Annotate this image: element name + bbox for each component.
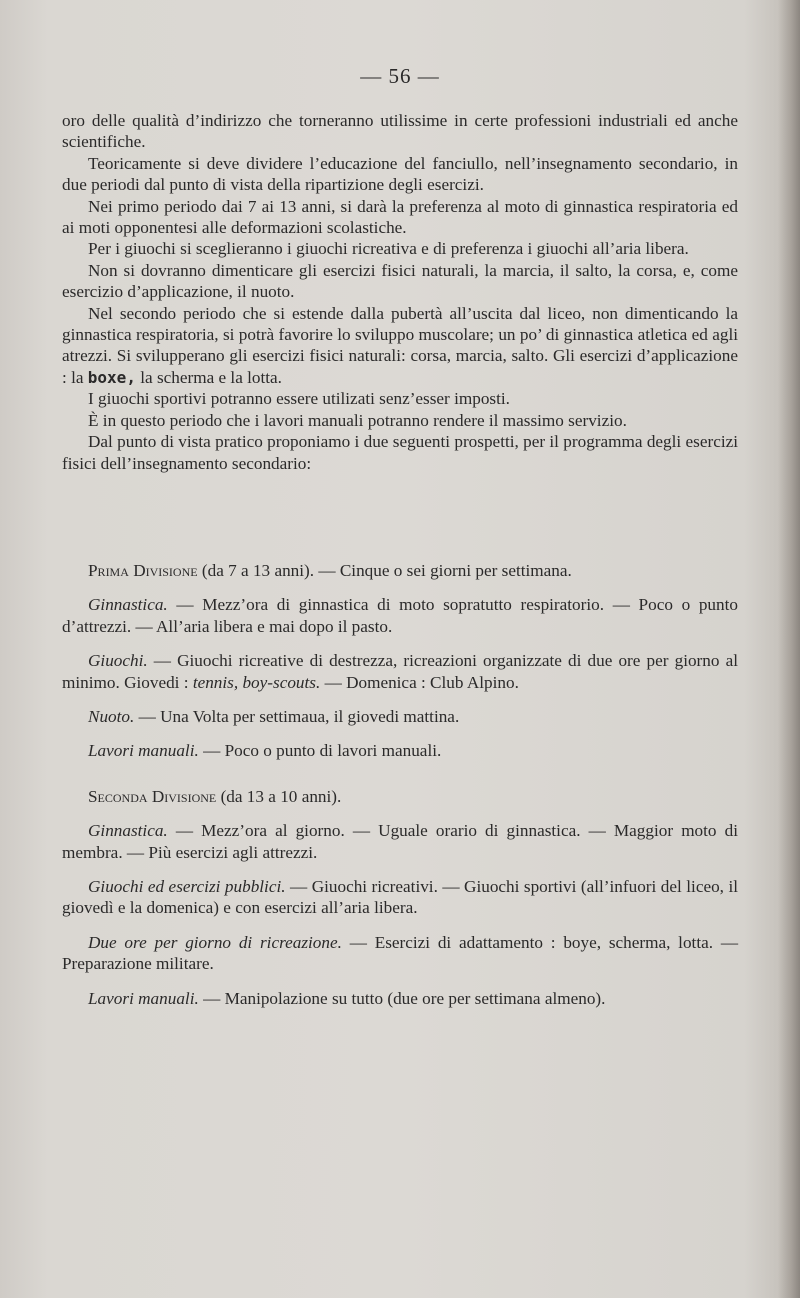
program-item xyxy=(62,820,738,863)
program-item xyxy=(62,650,738,693)
item-label: Lavori manuali. xyxy=(88,741,199,761)
paragraph xyxy=(62,303,738,389)
item-italic: tennis, boy-scouts. xyxy=(192,672,321,692)
item-text: — Manipolazione su tutto (due ore per settimana almeno). xyxy=(198,988,606,1008)
item-text: — Poco o punto di lavori manuali. xyxy=(198,741,442,761)
division-subtitle: (da 7 a 13 anni). — Cinque o sei giorni per settimana. xyxy=(197,561,572,580)
program-item xyxy=(62,932,738,975)
paragraph: Dal punto di vista pratico proponiamo i due seguenti prospetti, per il programma degli esercizi fisici dell’insegnamento secondario: xyxy=(62,432,738,473)
program-item xyxy=(62,740,738,761)
item-text: — Esercizi di adattamento : boye, scherma, lotta. — Preparazione militare. xyxy=(62,932,739,974)
division-subtitle: (da 13 a 10 anni). xyxy=(216,786,342,806)
item-text: — Una Volta per settimaua, il giovedi mattina. xyxy=(134,707,460,727)
paragraph: Per i giuochi si sceglieranno i giuochi ricreativa e di preferenza i giuochi all’aria libera. xyxy=(88,239,689,259)
page-edge-shadow xyxy=(778,0,800,1298)
item-text: — Giuochi ricreative di destrezza, ricreazioni organizzate di due ore per giorno al minimo. Giovedi : xyxy=(62,651,738,692)
item-label: Nuoto. xyxy=(88,707,135,727)
paragraph: oro delle qualità d’indirizzo che torneranno utilissime in certe professioni industriali ed anche scientifiche. xyxy=(62,111,738,152)
division-title: Seconda Divisione xyxy=(88,786,217,806)
paragraph: I giuochi sportivi potranno essere utilizati senz’esser imposti. xyxy=(88,389,510,409)
page-number: — 56 — xyxy=(360,64,440,88)
paragraph-text: la scherma e la lotta. xyxy=(135,367,282,387)
item-label: Lavori manuali. xyxy=(88,988,199,1008)
program-sections xyxy=(62,560,738,1009)
item-label: Ginnastica. xyxy=(88,595,168,615)
program-item xyxy=(62,706,738,727)
paragraph: Teoricamente si deve dividere l’educazione del fanciullo, nell’insegnamento secondario, in due periodi dal punto di vista della ripartizione degli esercizi. xyxy=(62,153,738,195)
item-text: — Mezz’ora di ginnastica di moto sopratutto respiratorio. — Poco o punto d’attrezzi. — All’aria libera e mai dopo il pasto. xyxy=(62,595,738,636)
item-text: — Mezz’ora al giorno. — Uguale orario di ginnastica. — Maggior moto di membra. — Più esercizi agli attrezzi. xyxy=(62,821,738,862)
paragraph: Nei primo periodo dai 7 ai 13 anni, si darà la preferenza al moto di ginnastica respiratoria ed ai moti opponentesi alle deformazioni scolastiche. xyxy=(62,196,738,238)
paragraph-text: Nel secondo periodo che si estende dalla pubertà all’uscita dal liceo, non dimenticando la ginnastica respiratoria, si potrà favorire lo sviluppo muscolare; un po’ di ginnastica atletica ed agli atrezzi. Si svilupperano gli esercizi fisici naturali: corsa, marcia, salto. Gli esercizi d’applicazione : la xyxy=(62,303,738,387)
item-text: — Giuochi ricreativi. — Giuochi sportivi (all’infuori del liceo, il giovedì e la domenica) e con esercizi all’aria libera. xyxy=(62,877,738,918)
program-item xyxy=(62,876,738,919)
item-label: Giuochi. xyxy=(88,651,148,671)
section-heading-prima xyxy=(62,560,738,581)
division-title: Prima Divisione xyxy=(88,561,198,580)
program-item xyxy=(62,988,738,1009)
bold-term: boxe, xyxy=(87,367,136,387)
item-label: Giuochi ed esercizi pubblici. xyxy=(88,877,286,897)
item-text: — Domenica : Club Alpino. xyxy=(320,672,519,692)
section-heading-seconda xyxy=(62,786,738,807)
program-item xyxy=(62,594,738,637)
paragraph: È in questo periodo che i lavori manuali potranno rendere il massimo servizio. xyxy=(88,410,627,430)
body-text xyxy=(62,110,738,474)
paragraph: Non si dovranno dimenticare gli esercizi fisici naturali, la marcia, il salto, la corsa, e, come esercizio d’applicazione, il nuoto. xyxy=(62,260,738,302)
item-label: Due ore per giorno di ricreazione. xyxy=(88,932,342,952)
item-label: Ginnastica. xyxy=(88,821,168,841)
